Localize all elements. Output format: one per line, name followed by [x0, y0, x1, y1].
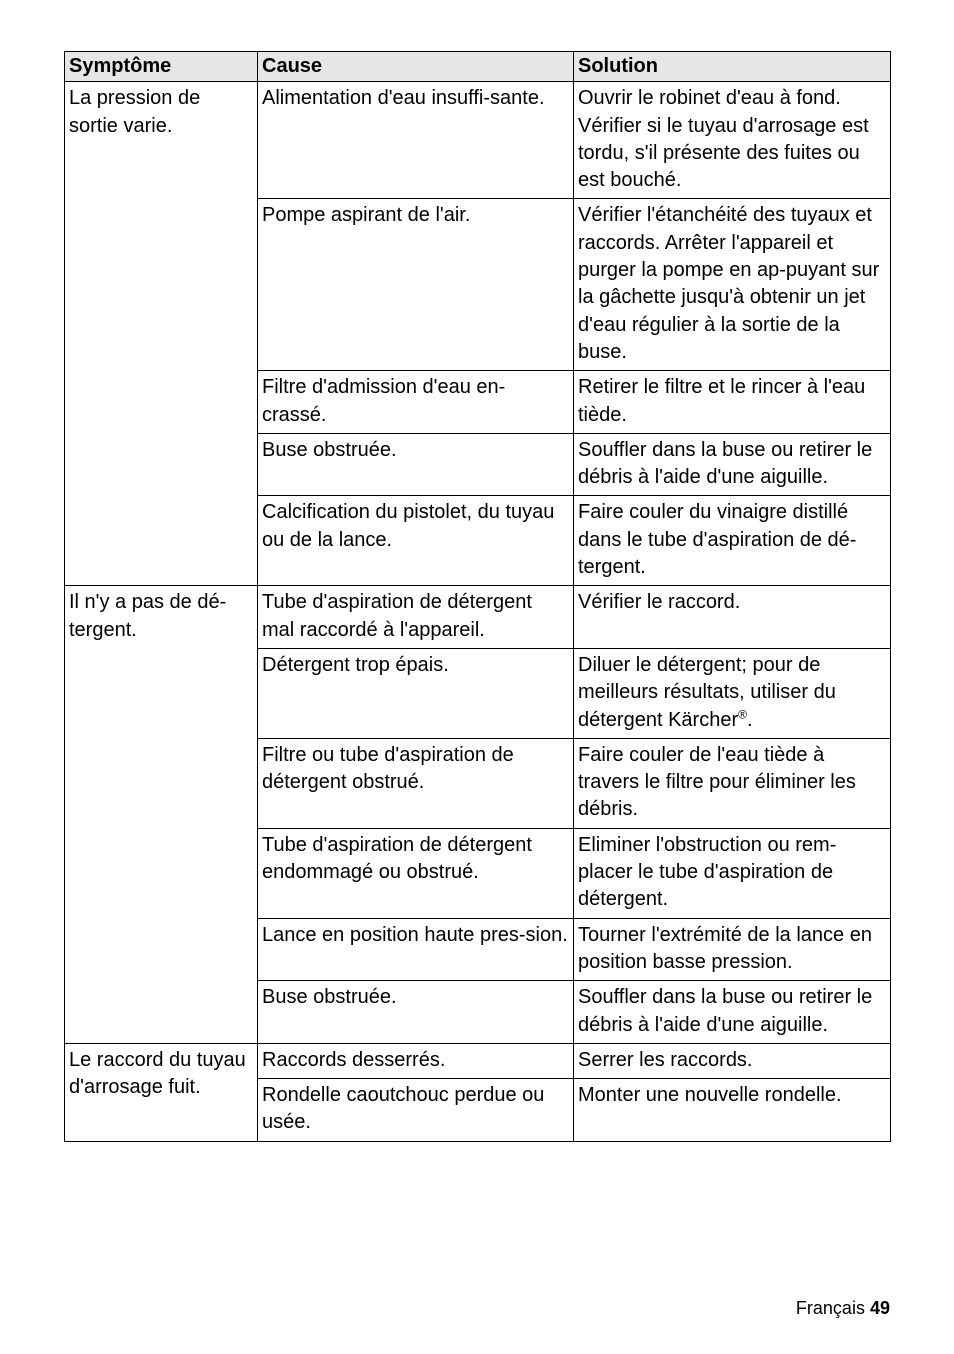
symptom-cell: Il n'y a pas de dé-tergent. — [65, 586, 258, 1043]
cause-cell: Filtre d'admission d'eau en-crassé. — [258, 371, 574, 434]
cause-cell: Raccords desserrés. — [258, 1043, 574, 1078]
solution-cell: Monter une nouvelle rondelle. — [574, 1079, 891, 1142]
solution-cell: Serrer les raccords. — [574, 1043, 891, 1078]
table-header-row — [65, 52, 891, 82]
solution-cell: Souffler dans la buse ou retirer le débris à l'aide d'une aiguille. — [574, 981, 891, 1044]
cause-cell: Pompe aspirant de l'air. — [258, 199, 574, 371]
table-row — [65, 1043, 891, 1078]
symptom-cell: Le raccord du tuyau d'arrosage fuit. — [65, 1043, 258, 1141]
cause-cell: Buse obstruée. — [258, 433, 574, 496]
cause-cell: Rondelle caoutchouc perdue ou usée. — [258, 1079, 574, 1142]
solution-cell: Faire couler du vinaigre distillé dans le tube d'aspiration de dé-tergent. — [574, 496, 891, 586]
header-symptom: Symptôme — [65, 52, 258, 82]
cause-cell: Calcification du pistolet, du tuyau ou de la lance. — [258, 496, 574, 586]
cause-cell: Détergent trop épais. — [258, 648, 574, 738]
header-cause: Cause — [258, 52, 574, 82]
page-footer — [796, 1296, 890, 1320]
solution-cell: Souffler dans la buse ou retirer le débris à l'aide d'une aiguille. — [574, 433, 891, 496]
solution-cell: Ouvrir le robinet d'eau à fond. Vérifier si le tuyau d'arrosage est tordu, s'il présente des fuites ou est bouché. — [574, 82, 891, 199]
registered-mark: ® — [738, 706, 747, 721]
solution-cell: Vérifier le raccord. — [574, 586, 891, 649]
solution-text-end: . — [746, 708, 753, 731]
cause-cell: Tube d'aspiration de détergent endommagé ou obstrué. — [258, 828, 574, 918]
solution-cell: Retirer le filtre et le rincer à l'eau tiède. — [574, 371, 891, 434]
footer-language: Français — [795, 1298, 865, 1318]
solution-cell: Eliminer l'obstruction ou rem-placer le tube d'aspiration de détergent. — [574, 828, 891, 918]
solution-cell: Tourner l'extrémité de la lance en position basse pression. — [574, 918, 891, 981]
solution-cell — [574, 648, 891, 738]
page-number: 49 — [869, 1298, 890, 1318]
solution-cell: Faire couler de l'eau tiède à travers le filtre pour éliminer les débris. — [574, 738, 891, 828]
cause-cell: Buse obstruée. — [258, 981, 574, 1044]
table-row — [65, 82, 891, 199]
table-row — [65, 586, 891, 649]
cause-cell: Lance en position haute pres-sion. — [258, 918, 574, 981]
cause-cell: Tube d'aspiration de détergent mal raccordé à l'appareil. — [258, 586, 574, 649]
solution-cell: Vérifier l'étanchéité des tuyaux et raccords. Arrêter l'appareil et purger la pompe en ap-puyant sur la gâchette jusqu'à obtenir un jet d'eau régulier à la sortie de la buse. — [574, 199, 891, 371]
cause-cell: Filtre ou tube d'aspiration de détergent obstrué. — [258, 738, 574, 828]
troubleshooting-table — [64, 51, 891, 1142]
cause-cell: Alimentation d'eau insuffi-sante. — [258, 82, 574, 199]
solution-text: Diluer le détergent; pour de meilleurs résultats, utiliser du détergent Kärcher — [578, 653, 836, 731]
header-solution: Solution — [574, 52, 891, 82]
symptom-cell: La pression de sortie varie. — [65, 82, 258, 586]
table-body — [65, 82, 891, 1141]
